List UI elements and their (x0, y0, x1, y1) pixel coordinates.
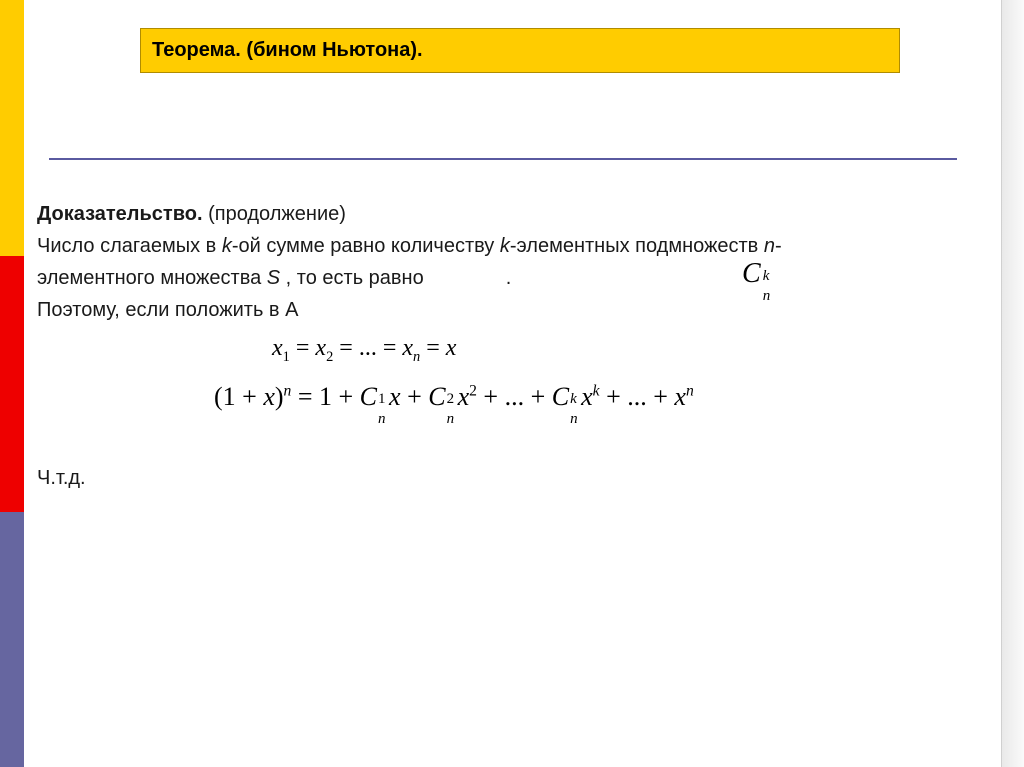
eq1-eq-3: = (382, 335, 397, 361)
eq2-c2-sub: n (446, 411, 455, 427)
decor-stripe-yellow (0, 0, 24, 256)
proof-heading: Доказательство. (37, 203, 203, 225)
proof-line-2 (37, 262, 511, 294)
var-S: S (266, 267, 281, 289)
eq2-lhs-open: (1 + (214, 382, 264, 411)
slide-shadow (1002, 0, 1024, 767)
eq2-plus-5: + (646, 382, 675, 411)
eq2-x-2: x (457, 382, 470, 411)
var-k: k (221, 235, 232, 257)
eq1-dots: ... (358, 335, 377, 361)
proof-line-1-hyphen: - (774, 235, 782, 257)
eq2-xk-power: k (592, 382, 600, 400)
proof-line-2-part-b: , то есть равно (280, 267, 424, 289)
proof-line-1-part-c: -элементных подмножеств (509, 235, 764, 257)
eq2-lhs-close: ) (274, 382, 284, 411)
eq2-plus-3: + (524, 382, 552, 411)
binom-C: C (742, 258, 761, 289)
slide-title (140, 28, 900, 73)
slide-title-text: Теорема. (бином Ньютона). (152, 39, 423, 61)
eq2-equals-one: = 1 + (291, 382, 360, 411)
eq2-dots-1: ... (504, 382, 525, 411)
eq2-C2: C (428, 382, 446, 411)
eq1-sub-1: 1 (282, 348, 290, 365)
var-n: n (763, 235, 775, 257)
proof-line-1 (37, 230, 782, 262)
eq1-x2: x (315, 335, 327, 361)
eq2-plus-4: + (599, 382, 628, 411)
proof-line-3: Поэтому, если положить в А (37, 299, 299, 321)
eq1-eq-1: = (295, 335, 310, 361)
formula-equal-variables (272, 335, 457, 365)
eq1-sub-n: n (413, 348, 421, 365)
proof-line-2-dot: . (505, 267, 512, 289)
eq2-x-n: x (674, 382, 686, 411)
var-k-2: k (499, 235, 510, 257)
eq2-xn-power: n (685, 382, 694, 400)
eq2-plus-2: + (476, 382, 505, 411)
decor-stripe-purple (0, 512, 24, 767)
binom-coefficient-symbol (742, 258, 775, 304)
qed-mark: Ч.т.д. (37, 467, 86, 489)
formula-binomial-expansion (214, 382, 694, 427)
eq2-x-k: x (581, 382, 593, 411)
eq1-xn: x (402, 335, 414, 361)
divider-line (49, 158, 957, 160)
eq2-x-1: x (389, 382, 401, 411)
eq2-C1: C (359, 382, 378, 411)
eq1-sub-2: 2 (326, 348, 334, 365)
proof-line-1-part-b: -ой сумме равно количеству (231, 235, 500, 257)
binom-sub: n (762, 288, 771, 304)
eq1-x1: x (272, 335, 283, 361)
eq2-c1-sup: 1 (378, 391, 386, 407)
proof-heading-line (37, 198, 346, 230)
eq2-c1-sub: n (378, 411, 386, 427)
proof-line-1-part-a: Число слагаемых в (37, 235, 222, 257)
eq1-eq-4: = (426, 335, 440, 361)
eq2-lhs-power: n (283, 382, 292, 400)
eq1-eq-2: = (339, 335, 353, 361)
eq2-lhs-x: x (263, 382, 275, 411)
eq2-c2-sup: 2 (446, 391, 455, 407)
proof-line-2-part-a: элементного множества (37, 267, 267, 289)
eq2-ck-sup: k (570, 391, 577, 407)
eq2-Ck: C (551, 382, 570, 411)
eq2-plus-1: + (400, 382, 429, 411)
eq2-dots-2: ... (627, 382, 647, 411)
binom-sup: k (762, 268, 770, 284)
proof-heading-note: (продолжение) (208, 203, 346, 225)
eq2-x2-power: 2 (469, 382, 477, 400)
eq2-ck-sub: n (570, 411, 578, 427)
eq1-rhs-x: x (445, 335, 457, 361)
decor-stripe-red (0, 256, 24, 512)
